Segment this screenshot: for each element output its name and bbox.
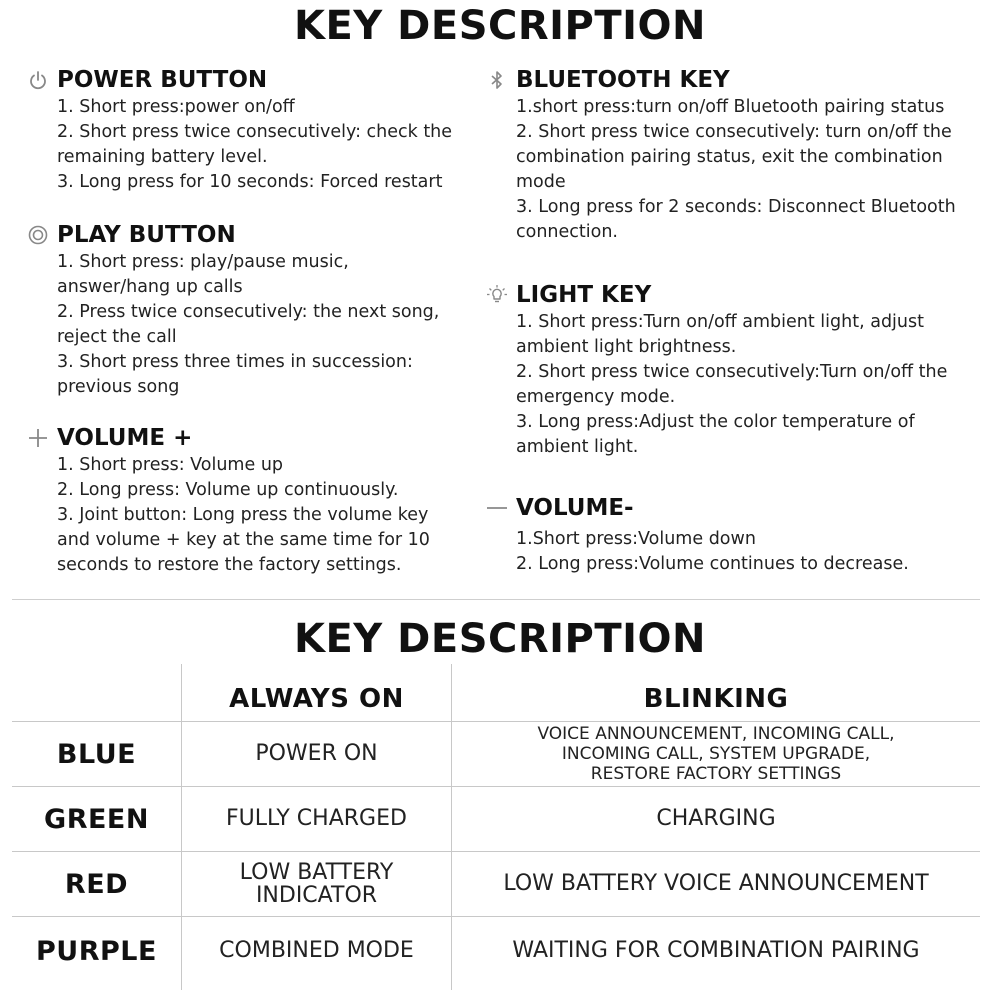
section-heading: VOLUME + [57,425,193,451]
description-line: ambient light brightness. [516,337,737,357]
description-line: 1.short press:turn on/off Bluetooth pairing status [516,97,945,117]
play-icon [27,224,49,246]
cell-text: VOICE ANNOUNCEMENT, INCOMING CALL, [537,724,895,744]
description-line: seconds to restore the factory settings. [57,555,402,575]
description-line: 2. Short press twice consecutively: turn on/off the [516,122,952,142]
section-heading: LIGHT KEY [516,282,652,308]
description-line: ambient light. [516,437,639,457]
description-line: reject the call [57,327,177,347]
cell-text: CHARGING [656,806,776,831]
light-bulb-icon [486,284,508,306]
green-blinking-cell [452,787,980,851]
description-line: 2. Long press: Volume up continuously. [57,480,399,500]
cell-text: LOW BATTERY [239,860,394,885]
cell-text: RESTORE FACTORY SETTINGS [590,764,842,784]
cell-text: INDICATOR [255,883,378,908]
section-heading: VOLUME- [516,495,634,521]
volume-down-section [516,493,986,577]
section-heading: POWER BUTTON [57,67,268,93]
description-line: answer/hang up calls [57,277,243,297]
description-line: 2. Short press twice consecutively: check the [57,122,453,142]
description-line: 2. Short press twice consecutively:Turn on/off the [516,362,948,382]
description-line: 1. Short press:Turn on/off ambient light, adjust [516,312,924,332]
description-line: and volume + key at the same time for 10 [57,530,430,550]
indicator-table [12,664,980,990]
plus-icon [27,427,49,449]
column-header-blank [12,664,181,721]
cell-text: LOW BATTERY VOICE ANNOUNCEMENT [503,871,929,896]
section-heading: BLUETOOTH KEY [516,67,730,93]
green-always-on-cell [182,787,451,851]
red-always-on-cell [182,852,451,916]
cell-text: POWER ON [255,741,378,766]
purple-blinking-cell [452,917,980,985]
blue-always-on-cell [182,722,451,786]
section-divider [12,599,980,600]
bluetooth-icon [486,69,508,91]
description-line: remaining battery level. [57,147,268,167]
section-heading: PLAY BUTTON [57,222,236,248]
play-button-section [57,220,477,400]
description-line: 1.Short press:Volume down [516,529,756,549]
description-line: mode [516,172,566,192]
table-title: KEY DESCRIPTION [293,616,707,662]
description-line: previous song [57,377,180,397]
description-line: 3. Short press three times in succession: [57,352,413,372]
power-button-section [57,65,477,195]
row-label-purple: PURPLE [36,935,157,967]
description-line: 1. Short press: play/pause music, [57,252,349,272]
column-header-blinking: BLINKING [643,683,789,714]
purple-always-on-cell [182,917,451,985]
page-title: KEY DESCRIPTION [293,3,707,49]
cell-text: INCOMING CALL, SYSTEM UPGRADE, [561,744,871,764]
description-line: 3. Long press for 10 seconds: Forced restart [57,172,443,192]
description-line: connection. [516,222,618,242]
description-line: 3. Joint button: Long press the volume key [57,505,429,525]
power-icon [27,69,49,91]
red-blinking-cell [452,852,980,916]
light-key-section [516,280,986,460]
description-line: 1. Short press: Volume up [57,455,284,475]
description-line: 2. Press twice consecutively: the next song, [57,302,440,322]
column-header-always-on: ALWAYS ON [229,683,404,714]
row-label-blue: BLUE [56,738,137,770]
description-line: 2. Long press:Volume continues to decrease. [516,554,909,574]
row-label-green: GREEN [44,803,149,835]
cell-text: COMBINED MODE [219,938,414,963]
cell-text: FULLY CHARGED [226,806,407,831]
bluetooth-key-section [516,65,986,245]
description-line: 3. Long press:Adjust the color temperature of [516,412,915,432]
description-line: 1. Short press:power on/off [57,97,295,117]
description-line: combination pairing status, exit the combination [516,147,943,167]
minus-icon [486,497,508,519]
row-label-red: RED [64,868,129,900]
cell-text: WAITING FOR COMBINATION PAIRING [512,938,920,963]
description-line: emergency mode. [516,387,676,407]
blue-blinking-cell [452,722,980,786]
volume-up-section [57,423,477,578]
description-line: 3. Long press for 2 seconds: Disconnect Bluetooth [516,197,956,217]
